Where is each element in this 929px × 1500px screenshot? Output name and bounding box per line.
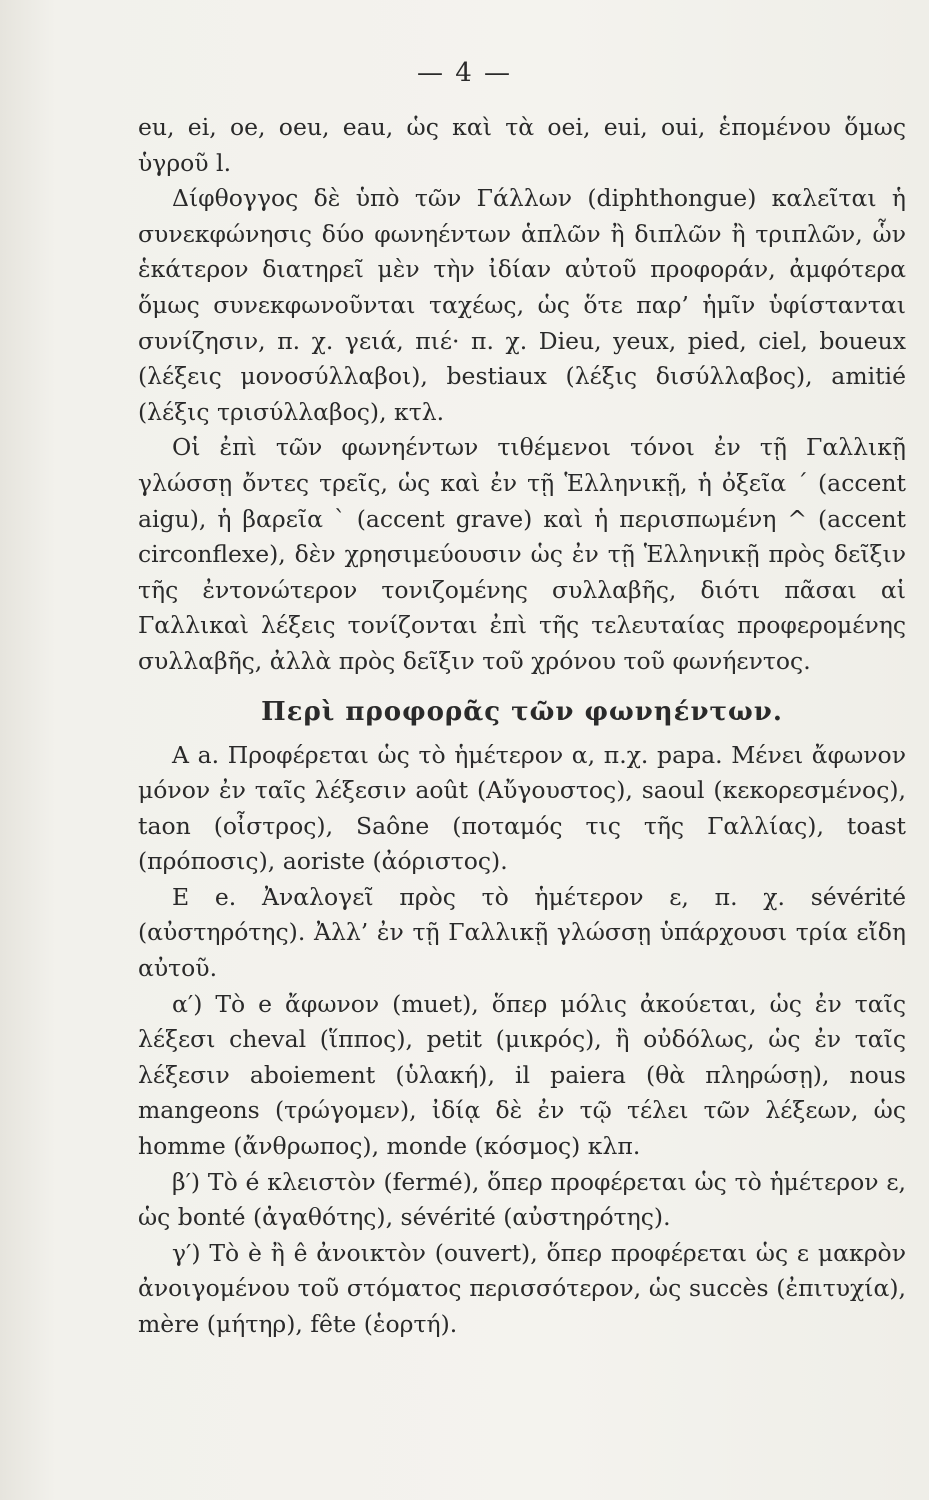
paragraph-accents: Οἱ ἐπὶ τῶν φωνηέντων τιθέμενοι τόνοι ἐν τῇ Γαλλικῇ γλώσσῃ ὄντες τρεῖς, ὡς καὶ ἐν τῇ Ἑλληνικῇ, ἡ ὀξεῖα ´ (accent aigu), ἡ βαρεῖα ` (accent grave) καὶ ἡ περισπωμένη ^ (accent circonflexe), δὲν χρησιμεύουσιν ὡς ἐν τῇ Ἑλληνικῇ πρὸς δεῖξιν τῆς ἐντονώτερον τονιζομένης συλλαβῆς, διότι πᾶσαι αἱ Γαλλικαὶ λέξεις τονίζονται ἐπὶ τῆς τελευταίας προφερομένης συλλαβῆς, ἀλλὰ πρὸς δεῖξιν τοῦ χρόνου τοῦ φωνήεντος. bbox=[138, 433, 906, 675]
paragraph-e-ouvert: γ′) Τὸ è ἢ ê ἀνοικτὸν (ouvert), ὅπερ προφέρεται ὡς ε μακρὸν ἀνοιγομένου τοῦ στόματος περισσότερον, ὡς succès (ἐπιτυχία), mère (μήτηρ), fête (ἑορτή). bbox=[138, 1238, 906, 1338]
page-body bbox=[138, 110, 906, 1343]
page-number: — 4 — bbox=[416, 58, 513, 88]
section-heading: Περὶ προφορᾶς τῶν φωνηέντων. bbox=[261, 696, 783, 727]
paragraph-diphthong: Δίφθογγος δὲ ὑπὸ τῶν Γάλλων (diphthongue) καλεῖται ἡ συνεκφώνησις δύο φωνηέντων ἁπλῶν ἢ διπλῶν ἢ τριπλῶν, ὧν ἑκάτερον διατηρεῖ μὲν τὴν ἰδίαν αὐτοῦ προφοράν, ἀμφότερα ὅμως συνεκφωνοῦνται ταχέως, ὡς ὅτε παρ’ ἡμῖν ὑφίστανται συνίζησιν, π. χ. γειά, πιέ· π. χ. Dieu, yeux, pied, ciel, boueux (λέξεις μονοσύλλαβοι), bestiaux (λέξις δισύλλαβος), amitié (λέξις τρισύλλαβος), κτλ. bbox=[138, 184, 906, 426]
paragraph-letter-a: Α a. Προφέρεται ὡς τὸ ἡμέτερον α, π.χ. papa. Μένει ἄφωνον μόνον ἐν ταῖς λέξεσιν août (Αὔγουστος), saoul (κεκορεσμένος), taon (οἶστρος), Saône (ποταμός τις τῆς Γαλλίας), toast (πρόποσις), aoriste (ἀόριστος). bbox=[138, 740, 906, 876]
paragraph-letter-e: Ε e. Ἀναλογεῖ πρὸς τὸ ἡμέτερον ε, π. χ. sévérité (αὐστηρότης). Ἀλλ’ ἐν τῇ Γαλλικῇ γλώσσῃ ὑπάρχουσι τρία εἴδη αὐτοῦ. bbox=[138, 882, 906, 983]
paragraph-e-muet: α′) Τὸ e ἄφωνον (muet), ὅπερ μόλις ἀκούεται, ὡς ἐν ταῖς λέξεσι cheval (ἵππος), petit (μικρός), ἢ οὐδόλως, ὡς ἐν ταῖς λέξεσιν aboiement (ὑλακή), il paiera (θὰ πληρώσῃ), nous mangeons (τρώγομεν), ἰδίᾳ δὲ ἐν τῷ τέλει τῶν λέξεων, ὡς homme (ἄνθρωπος), monde (κόσμος) κλπ. bbox=[138, 989, 906, 1161]
paragraph-vowel-combinations: eu, ei, oe, oeu, eau, ὡς καὶ τὰ oei, eui, oui, ἑπομένου ὅμως ὑγροῦ l. bbox=[138, 113, 906, 177]
paragraph-e-ferme: β′) Τὸ é κλειστὸν (fermé), ὅπερ προφέρεται ὡς τὸ ἡμέτερον ε, ὡς bonté (ἀγαθότης), sévérité (αὐστηρότης). bbox=[138, 1167, 906, 1232]
